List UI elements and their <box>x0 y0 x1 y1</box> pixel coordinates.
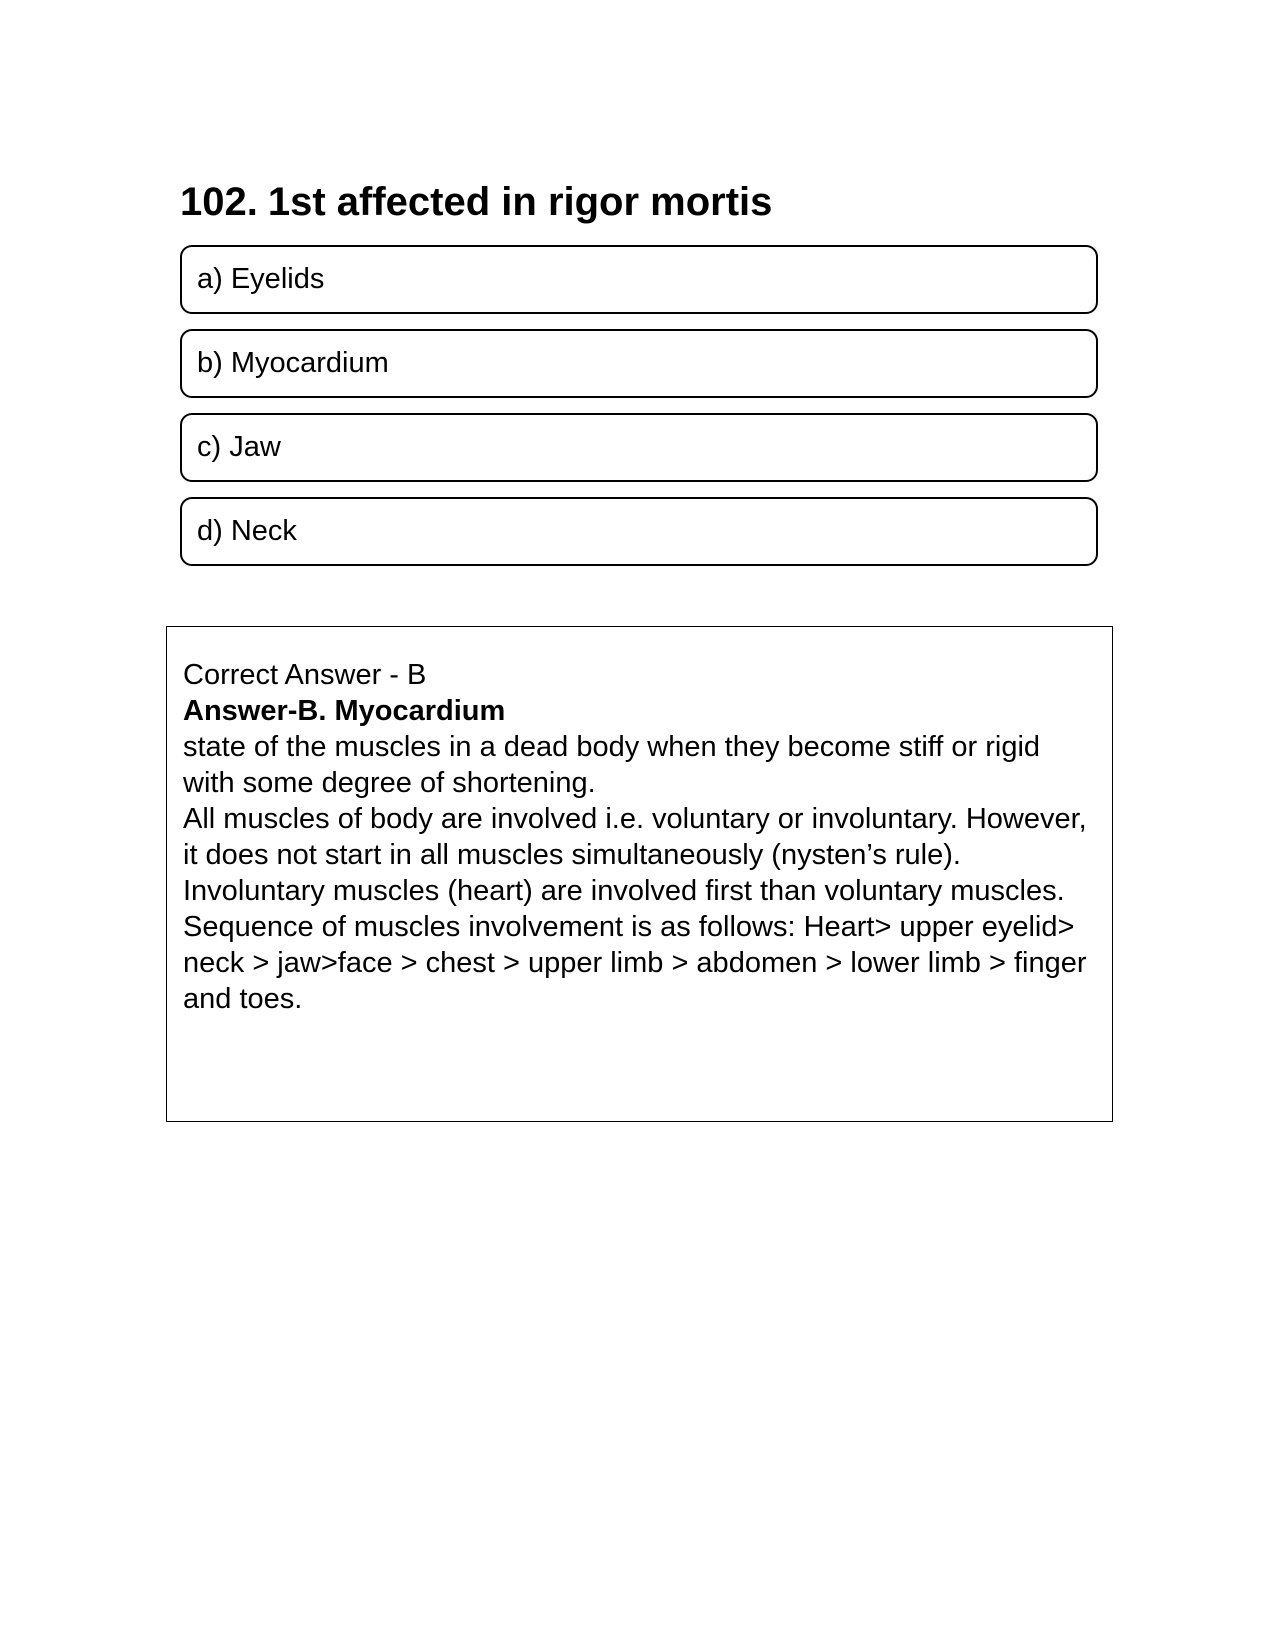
option-c[interactable]: c) Jaw <box>180 413 1098 482</box>
explanation-paragraph-1: state of the muscles in a dead body when they become stiff or rigid with some degree of shortening. <box>183 731 1041 799</box>
question-number: 102. <box>180 180 258 224</box>
question-text: 1st affected in rigor mortis <box>267 180 773 224</box>
option-d[interactable]: d) Neck <box>180 497 1098 566</box>
question-title <box>180 176 772 228</box>
explanation-paragraph-2: All muscles of body are involved i.e. voluntary or involuntary. However, it does not start in all muscles simultaneously (nysten’s rule). <box>183 803 1087 871</box>
explanation-paragraph-3: Involuntary muscles (heart) are involved first than voluntary muscles. <box>183 875 1065 907</box>
answer-heading: Answer-B. Myocardium <box>183 695 506 727</box>
options-list <box>180 245 1098 581</box>
option-b[interactable]: b) Myocardium <box>180 329 1098 398</box>
answer-explanation-box <box>166 626 1113 1122</box>
option-a[interactable]: a) Eyelids <box>180 245 1098 314</box>
correct-answer-line: Correct Answer - B <box>183 659 427 691</box>
explanation-paragraph-4: Sequence of muscles involvement is as follows: Heart> upper eyelid> neck > jaw>face > chest > upper limb > abdomen > lower limb > finger and toes. <box>183 911 1087 1015</box>
